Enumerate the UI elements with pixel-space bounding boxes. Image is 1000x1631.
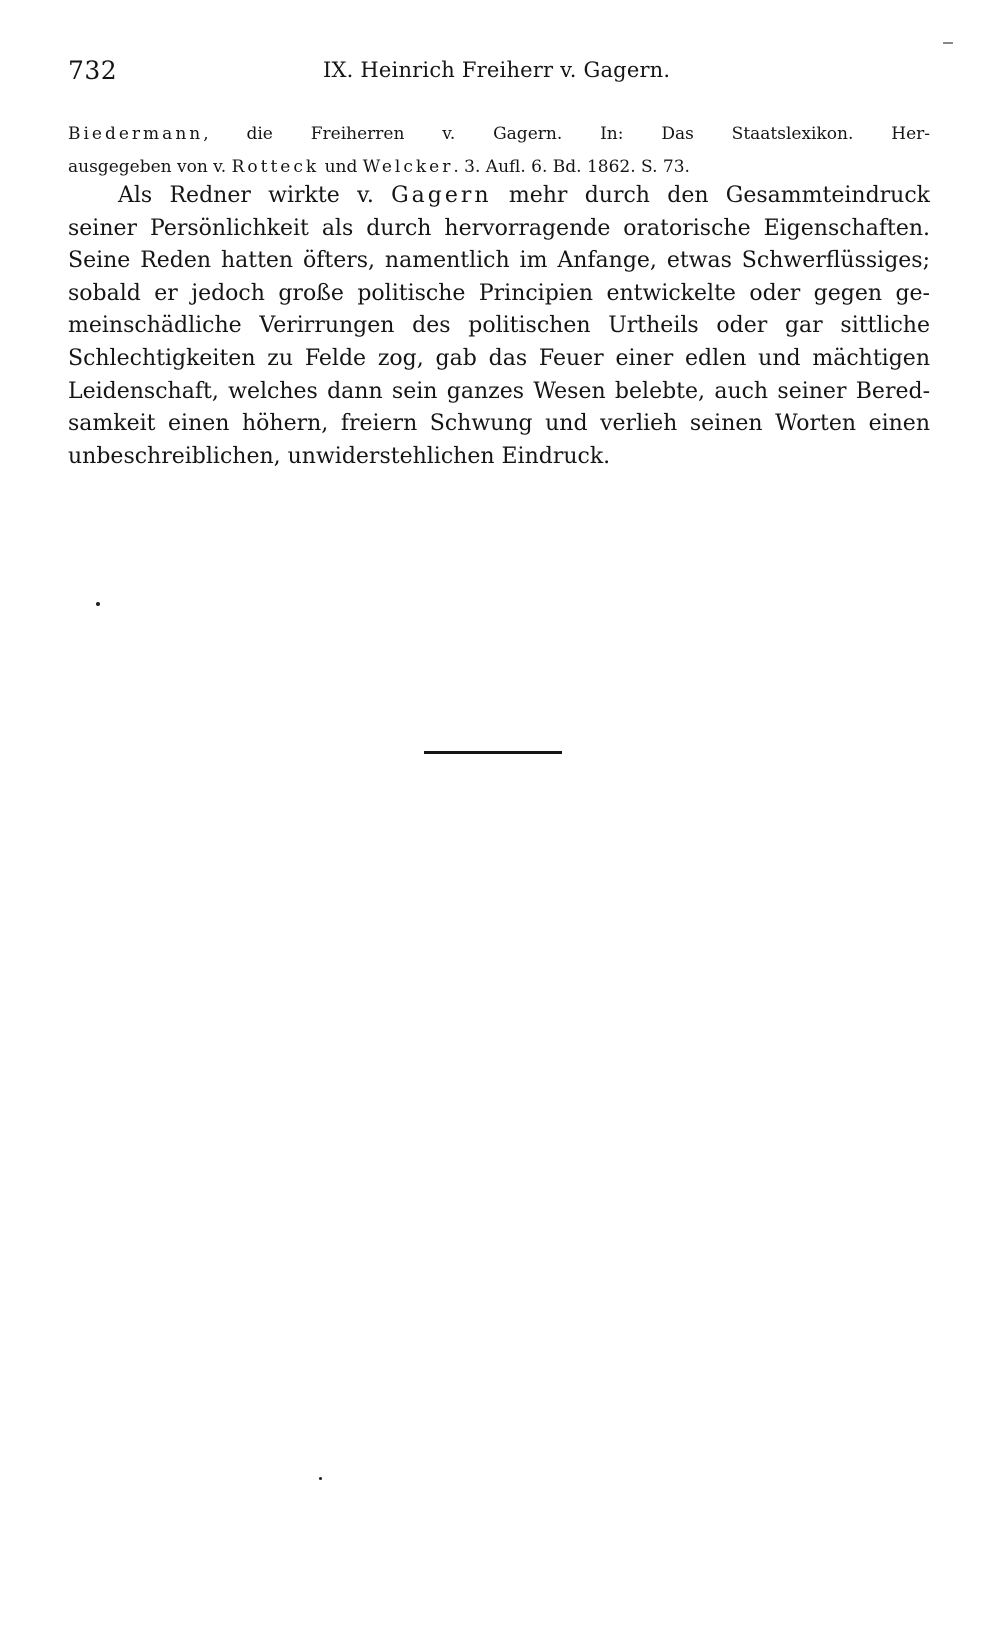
body-line: samkeit einen höhern, freiern Schwung und verlieh seinen Worten einen [68,411,930,437]
reference-editor-2: Welcker [362,157,454,177]
body-line: seiner Persönlichkeit als durch hervorragende oratorische Eigenschaften. [68,215,930,241]
page-number: 732 [68,56,118,85]
section-end-rule [424,751,562,754]
body-line: meinschädliche Verirrungen des politischen Urtheils oder gar sittliche [68,313,930,339]
reference-line-1-text: , die Freiherren v. Gagern. In: Das Staatslexikon. Her- [203,124,930,144]
reference-line-2-end: . 3. Aufl. 6. Bd. 1862. S. 73. [453,157,690,177]
body-paragraph [68,180,930,473]
body-line: Schlechtigkeiten zu Felde zog, gab das Feuer einer edlen und mächtigen [68,345,930,371]
body-line-1-name: Gagern [391,183,492,208]
page-header [68,56,930,96]
running-head: IX. Heinrich Freiherr v. Gagern. [323,58,671,82]
body-line: sobald er jedoch große politische Principien entwickelte oder gegen ge- [68,280,930,306]
reference-author: Biedermann [68,124,204,144]
reference-line-2-start: ausgegeben von v. [68,157,232,177]
ink-speck [319,1477,322,1480]
scan-edge-mark [943,42,953,44]
reference-editor-1: Rotteck [231,157,320,177]
body-line [68,180,930,213]
body-line: Seine Reden hatten öfters, namentlich im Anfange, etwas Schwerflüssiges; [68,248,930,274]
body-line-1-end: mehr durch den Gesammteindruck [491,183,930,208]
reference-line-2-mid: und [319,157,363,177]
body-line: unbeschreiblichen, unwiderstehlichen Eindruck. [68,443,611,469]
ink-speck [96,602,100,606]
reference-line-1 [68,118,930,151]
body-line: Leidenschaft, welches dann sein ganzes Wesen belebte, auch seiner Bered- [68,378,930,404]
reference-citation [68,118,930,184]
body-line-1-start: Als Redner wirkte v. [118,183,392,208]
